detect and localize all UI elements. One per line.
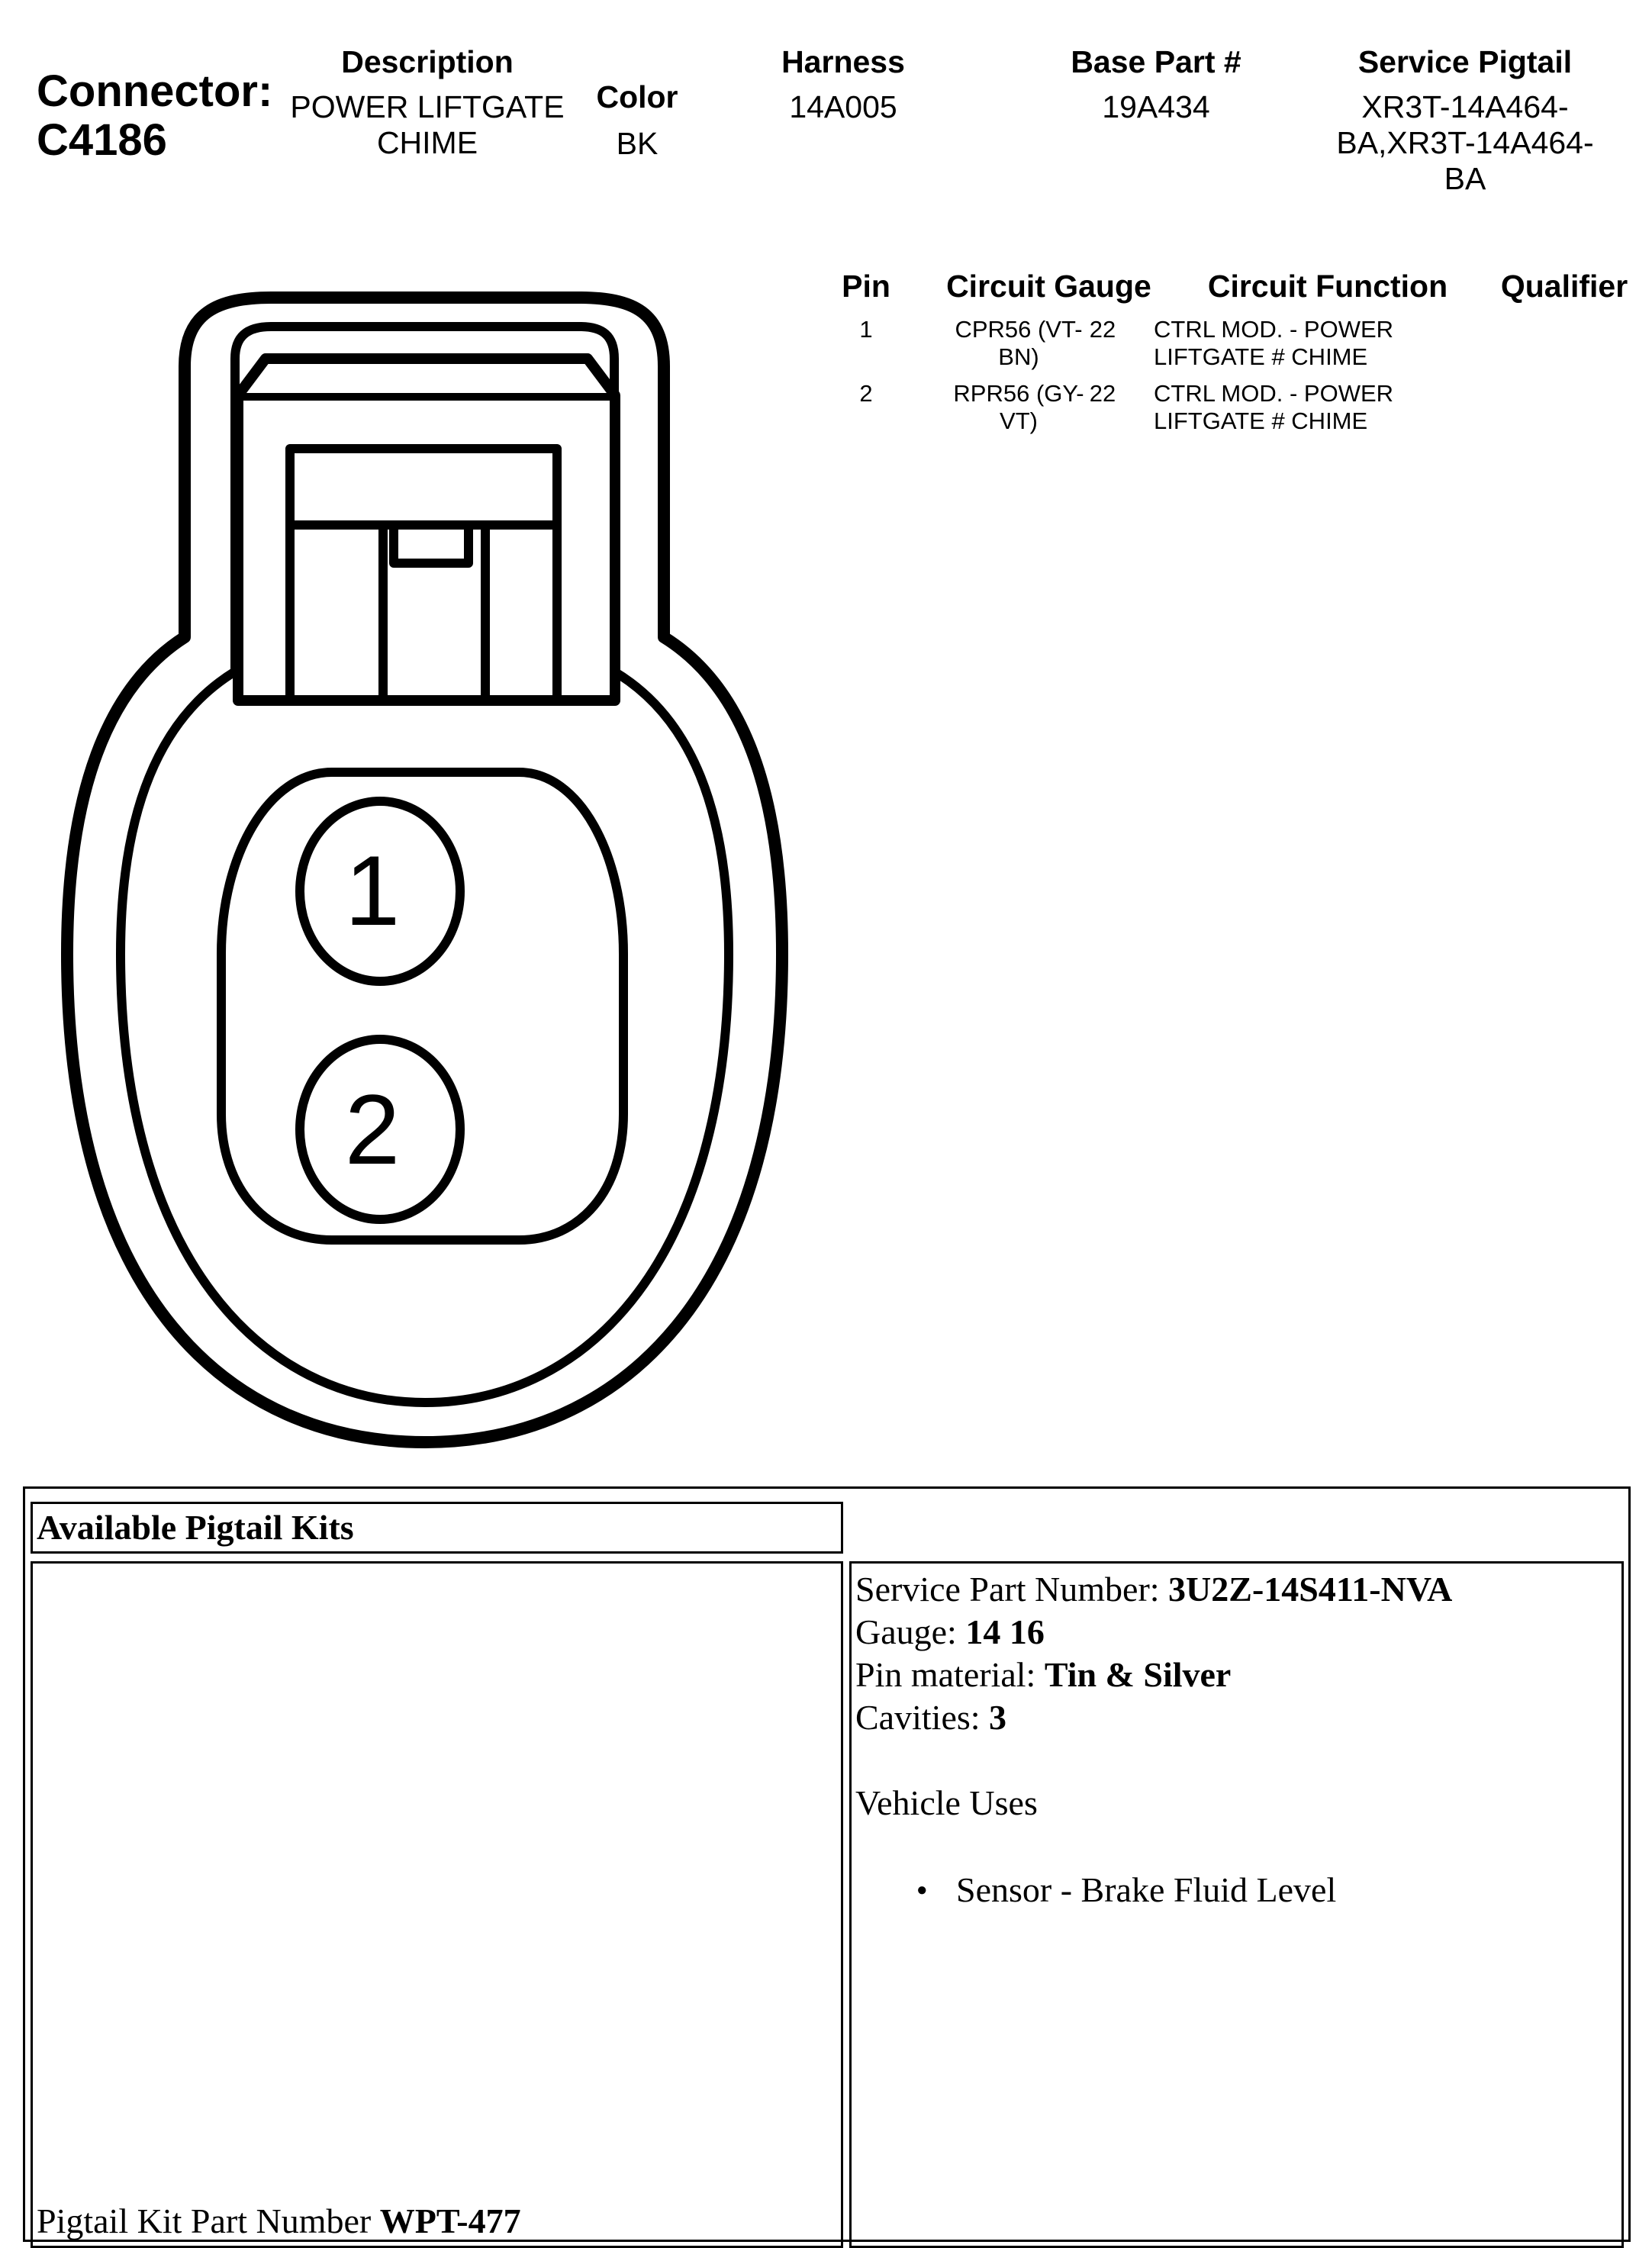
color-value: BK (616, 126, 659, 161)
base-part-value: 19A434 (1102, 89, 1210, 124)
cavities-value: 3 (989, 1698, 1007, 1737)
row-circuit-line1: CPR56 (VT- (955, 316, 1083, 343)
service-pigtail-label: Service Pigtail (1357, 44, 1573, 79)
cavities-label: Cavities: (855, 1698, 990, 1737)
row-gauge: 22 (1089, 380, 1116, 407)
function-header: Circuit Function (1207, 269, 1448, 304)
pin-material-label: Pin material: (855, 1655, 1045, 1694)
pin-header: Pin (842, 269, 890, 304)
pin-1-number: 1 (344, 835, 401, 946)
pigtail-kits-title-cell (31, 1502, 843, 1554)
latch-inner-frame (290, 449, 557, 700)
row-function-line1: CTRL MOD. - POWER (1154, 316, 1394, 343)
service-pigtail-line1: XR3T-14A464- (1361, 89, 1569, 124)
pin-material-value: Tin & Silver (1044, 1655, 1232, 1694)
row-gauge: 22 (1089, 316, 1116, 343)
gauge-header: Gauge (1054, 269, 1151, 304)
connector-label: Connector: (37, 66, 273, 116)
pigtail-kit-part-number (37, 2200, 521, 2243)
gauge-line (855, 1611, 1618, 1654)
vehicle-uses-label: Vehicle Uses (855, 1783, 1038, 1822)
row-function (1154, 380, 1474, 435)
description-line1: POWER LIFTGATE (290, 89, 565, 124)
pigtail-kit-details (855, 1568, 1618, 1911)
service-part-line (855, 1568, 1618, 1611)
pin-table (828, 269, 1652, 444)
service-pigtail-column (1297, 44, 1633, 197)
pigtail-kit-part-value: WPT-477 (379, 2201, 521, 2240)
base-part-label: Base Part # (1071, 44, 1241, 79)
vehicle-uses-list (916, 1869, 1618, 1911)
base-part-column (1038, 44, 1274, 125)
kit-gauge-value: 14 16 (965, 1612, 1045, 1651)
row-function-line2: LIFTGATE # CHIME (1154, 407, 1368, 434)
pigtail-kit-image-cell (31, 1561, 843, 2248)
kit-gauge-label: Gauge: (855, 1612, 966, 1651)
harness-value: 14A005 (789, 89, 897, 124)
latch-tab (383, 525, 485, 700)
service-pigtail-line2: BA,XR3T-14A464- (1336, 125, 1594, 160)
connector-diagram (0, 0, 839, 1465)
row-pin: 1 (859, 316, 873, 343)
color-label: Color (596, 79, 678, 114)
cavities-line (855, 1696, 1618, 1739)
description-label: Description (341, 44, 514, 79)
row-circuit-line2: VT) (1000, 407, 1038, 434)
harness-label: Harness (781, 44, 905, 79)
qualifier-header: Qualifier (1500, 269, 1628, 304)
pin-2-number: 2 (344, 1074, 401, 1185)
connector-id: C4186 (37, 115, 167, 165)
service-part-value: 3U2Z-14S411-NVA (1168, 1570, 1453, 1609)
service-pigtail-line3: BA (1444, 161, 1486, 196)
circuit-header: Circuit (946, 269, 1045, 304)
row-function-line2: LIFTGATE # CHIME (1154, 343, 1368, 370)
pigtail-kit-part-label: Pigtail Kit Part Number (37, 2201, 380, 2240)
pin-material-line (855, 1654, 1618, 1696)
row-circuit-line1: RPR56 (GY- (953, 380, 1084, 407)
row-circuit-line2: BN) (998, 343, 1039, 370)
housing-outer-outline (67, 298, 782, 1442)
pigtail-kit-details-cell (849, 1561, 1624, 2248)
row-function (1154, 316, 1474, 371)
row-function-line1: CTRL MOD. - POWER (1154, 380, 1394, 407)
list-item: ● Sensor - Brake Fluid Level (916, 1869, 1618, 1911)
pigtail-kits-title: Available Pigtail Kits (37, 1508, 354, 1547)
description-line2: CHIME (376, 125, 478, 160)
row-pin: 2 (859, 380, 873, 407)
service-part-label: Service Part Number: (855, 1570, 1169, 1609)
cavity-outline (221, 772, 623, 1240)
